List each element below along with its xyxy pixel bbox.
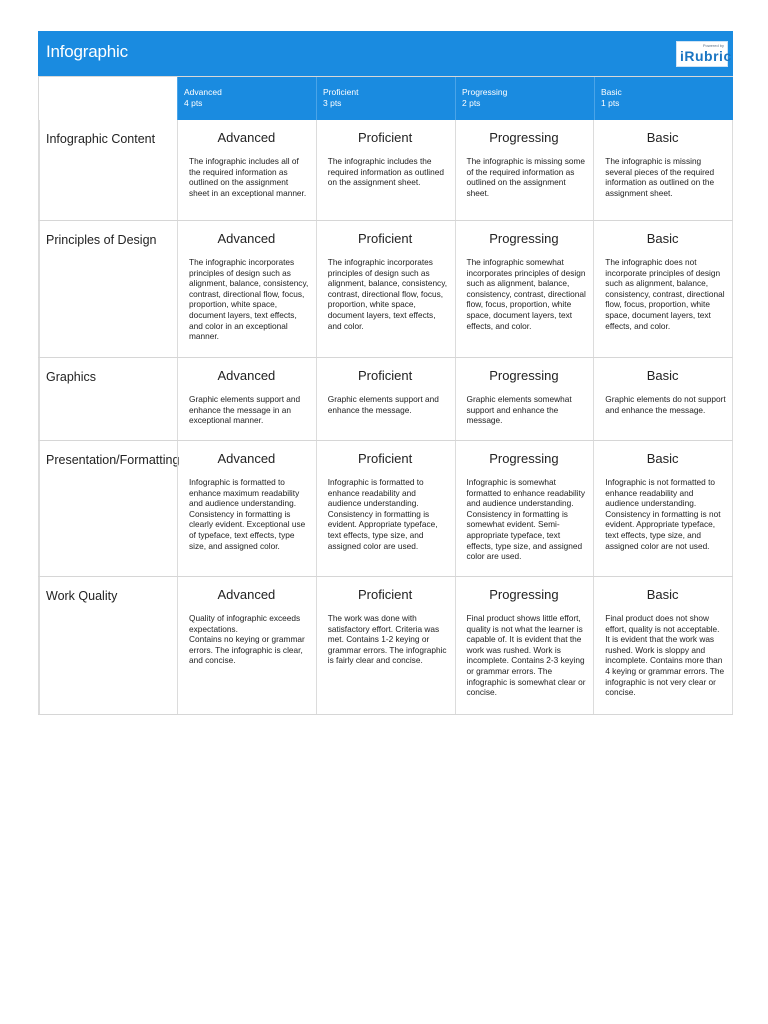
- cell-level-title: Basic: [646, 368, 679, 383]
- level-header-proficient: [316, 77, 455, 120]
- cell-description: The infographic includes the required information as outlined on the assignment sheet.: [327, 156, 444, 188]
- cell-level-title: Advanced: [217, 130, 276, 145]
- cell-description: Graphic elements somewhat support and enhance the message.: [466, 394, 572, 426]
- rubric-row-infographic-content: [38, 120, 733, 221]
- rubric-cell: [455, 441, 594, 576]
- cell-level-title: Basic: [646, 231, 679, 246]
- rubric-row-presentation-formatting: [38, 441, 733, 577]
- cell-level-title: Progressing: [489, 231, 559, 246]
- rubric-cell: [593, 120, 733, 220]
- rubric-table: [38, 31, 733, 715]
- level-header-row: [38, 76, 733, 120]
- cell-level-title: Proficient: [358, 130, 413, 145]
- header-blank-cell: [38, 77, 177, 120]
- cell-description: Graphic elements do not support and enhance the message.: [605, 394, 726, 415]
- rubric-row-graphics: [38, 358, 733, 441]
- criterion-label: Graphics: [38, 358, 177, 440]
- cell-level-title: Basic: [646, 130, 679, 145]
- cell-description: Infographic is formatted to enhance readability and audience understanding. Consistency in formatting is evident. Appropriate typeface, text effects, type size, and assigned color are used.: [327, 477, 438, 551]
- cell-description: Final product shows little effort, quality is not what the learner is capable of. It is evident that the work was rushed. Work is incomplete. Contains 2-3 keying or grammar errors. The infographic is somewhat clear or concise.: [466, 613, 586, 698]
- level-header-name: Progressing: [462, 87, 508, 97]
- cell-description: Final product does not show effort, quality is not acceptable. It is evident that the work was rushed. Work is sloppy and incomplete. Contains more than 4 keying or grammar errors. The infographic is not very clear or concise.: [605, 613, 725, 698]
- rubric-cell: [316, 120, 455, 220]
- cell-description: The infographic somewhat incorporates principles of design such as alignment, balance, consistency, contrast, directional flow, focus, proportion, white space, document layers, text effects, and color.: [466, 257, 586, 331]
- cell-level-title: Progressing: [489, 368, 559, 383]
- level-header-points: 3 pts: [323, 98, 342, 108]
- cell-description: Infographic is not formatted to enhance readability and audience understanding. Consistency in formatting is not evident. Appropriate typeface, text effects, type size, and assigned color are not used.: [605, 477, 721, 551]
- rubric-cell: [177, 577, 316, 714]
- level-header-name: Advanced: [184, 87, 222, 97]
- rubric-cell: [177, 120, 316, 220]
- cell-level-title: Basic: [646, 587, 679, 602]
- logo-powered-by-text: Powered by: [702, 43, 724, 48]
- cell-level-title: Advanced: [217, 368, 276, 383]
- criterion-label: Presentation/Formatting: [38, 441, 177, 576]
- rubric-title-bar: [38, 31, 733, 76]
- cell-description: Infographic is somewhat formatted to enhance readability and audience understanding. Consistency in formatting is somewhat evident. Semi-appropriate typeface, text effects, type size, and assigned color are used.: [466, 477, 586, 562]
- cell-level-title: Proficient: [358, 451, 413, 466]
- logo-main-text: iRubric: [680, 48, 732, 64]
- cell-level-title: Proficient: [358, 231, 413, 246]
- cell-description: Graphic elements support and enhance the message in an exceptional manner.: [189, 394, 301, 426]
- level-header-progressing: [455, 77, 594, 120]
- rubric-cell: [593, 221, 733, 357]
- rubric-cell: [455, 120, 594, 220]
- level-header-name: Basic: [601, 87, 622, 97]
- level-header-advanced: [177, 77, 316, 120]
- rubric-row-work-quality: [38, 577, 733, 715]
- cell-level-title: Advanced: [217, 231, 276, 246]
- rubric-cell: [593, 358, 733, 440]
- cell-level-title: Proficient: [358, 587, 413, 602]
- cell-description: The infographic includes all of the required information as outlined on the assignment sheet in an exceptional manner.: [189, 156, 307, 198]
- rubric-cell: [177, 221, 316, 357]
- cell-level-title: Progressing: [489, 587, 559, 602]
- cell-description: The infographic does not incorporate principles of design such as alignment, balance, consistency, contrast, directional flow, focus, proportion, white space, document layers, text effects, and color.: [605, 257, 725, 331]
- rubric-row-principles-of-design: [38, 221, 733, 358]
- cell-description: Quality of infographic exceeds expectations. Contains no keying or grammar errors. The infographic is clear, and concise.: [189, 613, 305, 666]
- cell-level-title: Progressing: [489, 451, 559, 466]
- level-header-name: Proficient: [323, 87, 359, 97]
- rubric-cell: [593, 577, 733, 714]
- cell-description: The infographic incorporates principles of design such as alignment, balance, consistency, contrast, directional flow, focus, proportion, white space, document layers, text effects, and color.: [327, 257, 448, 331]
- rubric-cell: [455, 577, 594, 714]
- rubric-cell: [455, 358, 594, 440]
- rubric-cell: [316, 577, 455, 714]
- criterion-label: Principles of Design: [38, 221, 177, 357]
- cell-description: Infographic is formatted to enhance maximum readability and audience understanding. Consistency in formatting is clearly evident. Exceptional use of typeface, text effects, type size, and assigned color.: [189, 477, 306, 551]
- cell-description: The infographic incorporates principles of design such as alignment, balance, consistency, contrast, directional flow, focus, proportion, white space, document layers, text effects, and color in an exceptional manner.: [189, 257, 309, 342]
- rubric-cell: [177, 441, 316, 576]
- irubric-logo: [676, 41, 732, 67]
- cell-description: The infographic is missing several pieces of the required information as outlined on the assignment sheet.: [605, 156, 715, 198]
- level-header-points: 1 pts: [601, 98, 620, 108]
- level-header-basic: [594, 77, 733, 120]
- level-header-points: 2 pts: [462, 98, 481, 108]
- cell-level-title: Proficient: [358, 368, 413, 383]
- criterion-label: Work Quality: [38, 577, 177, 714]
- rubric-cell: [593, 441, 733, 576]
- cell-description: Graphic elements support and enhance the message.: [327, 394, 439, 415]
- criterion-label: Infographic Content: [38, 120, 177, 220]
- cell-description: The infographic is missing some of the required information as outlined on the assignment sheet.: [466, 156, 586, 198]
- cell-level-title: Advanced: [217, 587, 276, 602]
- cell-level-title: Basic: [646, 451, 679, 466]
- rubric-cell: [455, 221, 594, 357]
- rubric-cell: [316, 221, 455, 357]
- cell-level-title: Advanced: [217, 451, 276, 466]
- level-header-points: 4 pts: [184, 98, 203, 108]
- cell-description: The work was done with satisfactory effort. Criteria was met. Contains 1-2 keying or grammar errors. The infographic is fairly clear and concise.: [327, 613, 447, 666]
- rubric-cell: [177, 358, 316, 440]
- cell-level-title: Progressing: [489, 130, 559, 145]
- rubric-cell: [316, 358, 455, 440]
- rubric-title: Infographic: [46, 42, 128, 61]
- rubric-cell: [316, 441, 455, 576]
